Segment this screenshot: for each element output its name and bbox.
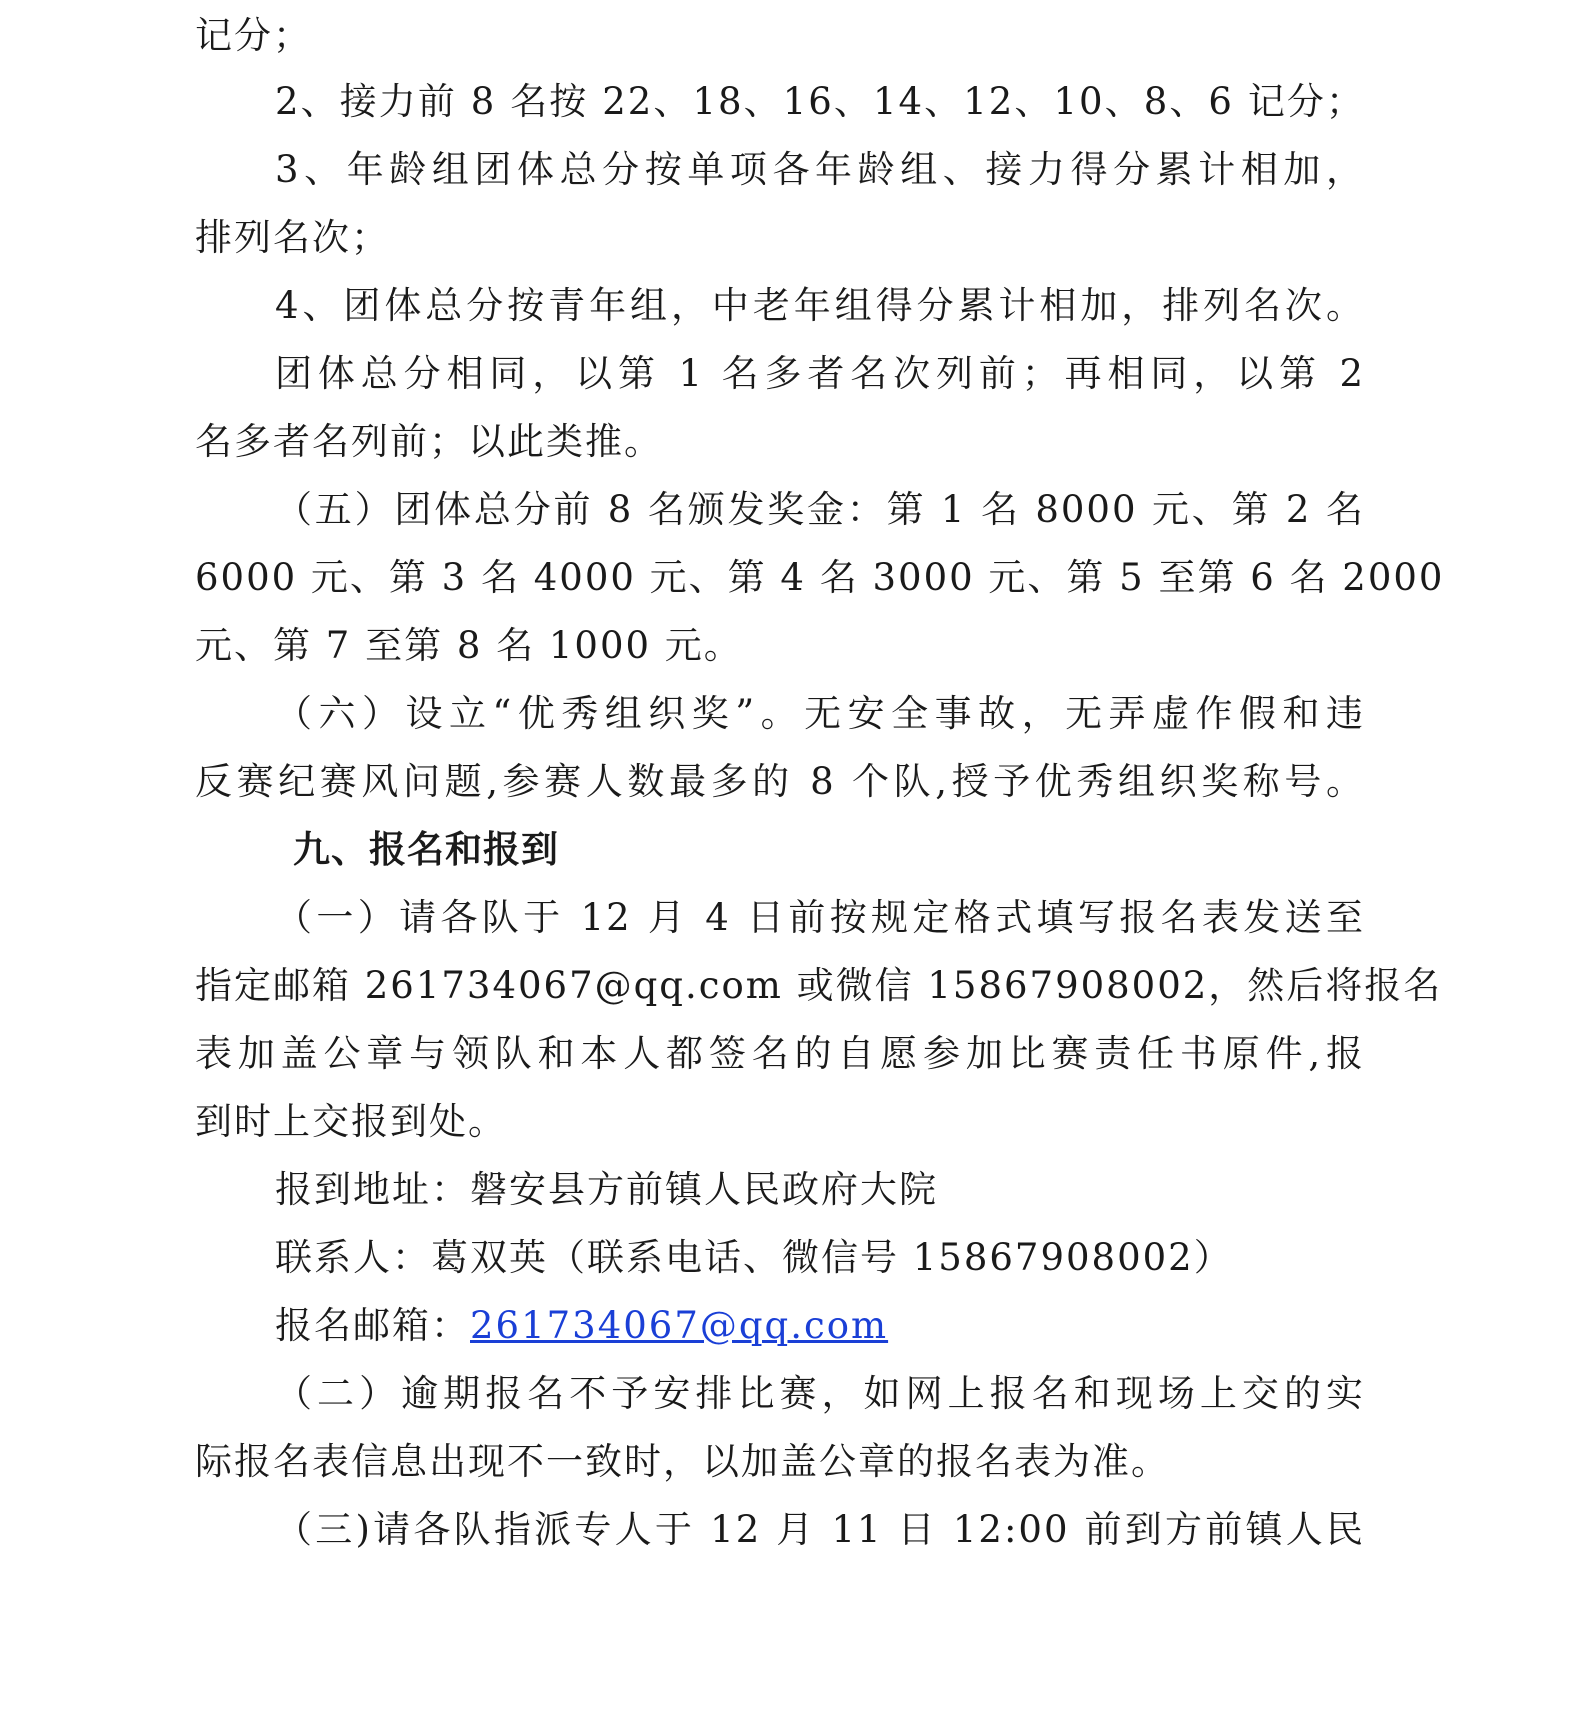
paragraph-line-12: 反赛纪赛风问题,参赛人数最多的 8 个队,授予优秀组织奖称号。 [195, 760, 1365, 803]
paragraph-line-4: 排列名次； [195, 216, 390, 259]
email-label: 报名邮箱： [275, 1304, 470, 1347]
section-heading: 九、报名和报到 [293, 828, 559, 871]
paragraph-line-1: 记分； [195, 14, 312, 57]
paragraph-line-21: （二）逾期报名不予安排比赛，如网上报名和现场上交的实 [275, 1372, 1365, 1415]
address-line: 报到地址：磐安县方前镇人民政府大院 [275, 1168, 938, 1211]
paragraph-line-7: 名多者名列前；以此类推。 [195, 420, 663, 463]
paragraph-line-15: 指定邮箱 261734067@qq.com 或微信 15867908002，然后将报名 [195, 964, 1443, 1007]
email-line [275, 1302, 1365, 1350]
paragraph-line-5: 4、团体总分按青年组，中老年组得分累计相加，排列名次。 [275, 284, 1365, 327]
paragraph-line-8: （五）团体总分前 8 名颁发奖金：第 1 名 8000 元、第 2 名 [275, 488, 1365, 531]
paragraph-line-6: 团体总分相同，以第 1 名多者名次列前；再相同，以第 2 [275, 352, 1365, 395]
paragraph-line-14: （一）请各队于 12 月 4 日前按规定格式填写报名表发送至 [275, 896, 1365, 939]
paragraph-line-10: 元、第 7 至第 8 名 1000 元。 [195, 624, 743, 667]
paragraph-line-2: 2、接力前 8 名按 22、18、16、14、12、10、8、6 记分； [275, 80, 1365, 123]
paragraph-line-17: 到时上交报到处。 [195, 1100, 507, 1143]
contact-line: 联系人：葛双英（联系电话、微信号 15867908002） [275, 1236, 1233, 1279]
paragraph-line-9: 6000 元、第 3 名 4000 元、第 4 名 3000 元、第 5 至第 6 名 2000 [195, 556, 1445, 599]
paragraph-line-11: （六）设立“优秀组织奖”。无安全事故，无弄虚作假和违 [275, 692, 1365, 735]
paragraph-line-16: 表加盖公章与领队和本人都签名的自愿参加比赛责任书原件,报 [195, 1032, 1365, 1075]
paragraph-line-23: （三)请各队指派专人于 12 月 11 日 12:00 前到方前镇人民 [275, 1508, 1365, 1551]
email-link[interactable]: 261734067@qq.com [470, 1304, 889, 1347]
paragraph-line-3: 3、年龄组团体总分按单项各年龄组、接力得分累计相加， [275, 148, 1365, 191]
paragraph-line-22: 际报名表信息出现不一致时，以加盖公章的报名表为准。 [195, 1440, 1170, 1483]
